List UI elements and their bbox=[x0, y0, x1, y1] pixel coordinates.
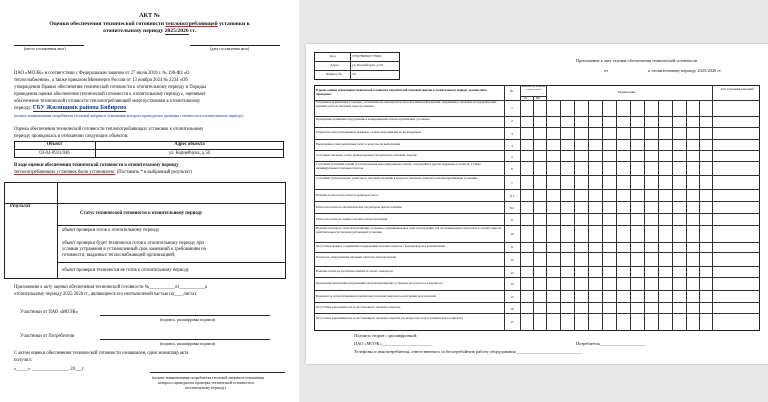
moek-signer-caption: (подпись, расшифровка подписи) bbox=[160, 318, 216, 322]
table-row: Выполнение плана ремонтных работ и качество их выполнения 4 bbox=[314, 140, 760, 151]
act-title: АКТ № bbox=[139, 12, 160, 19]
appendix-page bbox=[306, 44, 768, 364]
table-row: Состояние утепления зданий (за исключением многоквартирных домов), сооружений и других наружных устройств, а также индивидуальных тепловых пунктов 6 bbox=[314, 162, 760, 176]
table-row: Разработка эксплуатационных режимов, а также мероприятий по их внедрению 3 bbox=[314, 128, 760, 140]
table-row: Надежность теплоснабжения потребителей тепловой энергии по категориям потребителей 15 bbox=[314, 291, 760, 303]
signature-consumer: Потребитель_____________________ bbox=[576, 341, 647, 346]
table-row: Наличие паспортов теплопотребляющих установок, принципиальных схем и инструкций для обслуживающего персонала и соответствие их действительности теплопотребляющей установки 10 bbox=[314, 226, 760, 243]
ack-date: «_____» ________________ 20___г. bbox=[14, 367, 85, 372]
objects-col-address: Адрес объекта bbox=[174, 142, 205, 147]
table-row: Работоспособность защиты систем теплопотребления 9 bbox=[314, 214, 760, 226]
place-caption: (место составления акта) bbox=[24, 47, 66, 51]
act-subtitle-2: отопительному периоду 2025/2026 гг. bbox=[103, 28, 196, 34]
objects-line-2: периоду проводилась в отношении следующих объектов: bbox=[14, 134, 129, 139]
table-row: Отсутствие задолженности за поставленную тепловую энергию (по вопросам статуса технической готовности) 17 bbox=[316, 317, 514, 324]
info-code-value: 37587898825735991 bbox=[352, 54, 382, 58]
table-row: Проведение промывки оборудования и коммуникаций теплопотребляющих установок 2 bbox=[314, 117, 760, 128]
col-yes: Да bbox=[524, 96, 528, 100]
table-row: Проведение испытания оборудования теплопотребляющих установок на плотность и прочность 14 bbox=[314, 278, 760, 291]
act-page: АКТ № Оценки обеспечения технической готовности теплопотребляющей установки к отопительному периоду 2025/2026 гг. (место составления акта) (дата составления акта) ПАО «МОЭК» в соответствии с Федеральным законом от 27 июля 2010 г. № 190-ФЗ «О теплоснабжении», а также приказом Минэнерго России от 13 ноября 2024 № 2234 «Об утверждении Правил обеспечения технической готовности к отопительному периоду и Порядка проведения оценки обеспечения технической готовности к отопительному периоду», оценивает обеспечение технической готовности теплопотребляющей энергоустановки к отопительному периоду: ГБУ Жилищник района Бибирево (полное наименование потребителя тепловой энергии в отношении которого проводилась проверка готовности к отопительному периоду) Оценка обеспечения технической готовности теплопотребляющих установок к отопительному периоду проводилась в отношении следующих объектов: Объект Адрес объекта 03-04-0931/046 ул. Корнейчука, д.50 В ходе оценки обеспечения технической готовности к отопительному периоду теплопотребляющих установок было установлено: (Поставить * в выбранный результат) Результат Статус технической готовности к отопительному периоду объект проверки готов к отопительному периоду объект проверки будет технически готов к отопительному периоду при условии устранения в установленный срок замечаний к требованиям по готовности, выданных теплоснабжающей организацией; объект проверки технически не готов к отопительному периоду Приложение к акту оценки обеспечения технической готовности №___________от___________к отопительному периоду 2025/2026 гг., являющееся его неотъемлемой частью на____листах Участники от ПАО «МОЭК» (подпись, расшифровка подписи) Участники от Потребителя (подпись, расшифровка подписи) С актом оценки обеспечения технической готовности ознакомлен, один экземпляр акта получил: «_____» ________________ 20___г. (полное наименование потребителя тепловой энергии в отношении которого проводилась проверка технической готовности к отопительному периоду) bbox=[0, 0, 299, 402]
info-code-label: Код bbox=[330, 54, 336, 58]
appendix-line-1: Приложение к акту оценки обеспечения технической готовности №___________от___________к bbox=[14, 285, 208, 290]
check-line-1: В ходе оценки обеспечения технической готовности к отопительному периоду bbox=[14, 163, 179, 168]
object-address: ул. Корнейчука, д.50 bbox=[168, 151, 211, 156]
result-option-ready: объект проверки готов к отопительному периоду bbox=[62, 228, 160, 233]
signatures-title: Подписи сторон с расшифровкой: bbox=[354, 333, 418, 338]
result-label: Результат bbox=[10, 204, 31, 209]
table-row: Устранение выявленных в порядке, установленном законодательством Российской Федерации, нарушений в тепловых и гидравлических режимах работы тепловых энергоустановок 1 bbox=[314, 100, 760, 117]
check-line-2: теплопотребляющих установок было установлено: (Поставить * в выбранный результат) bbox=[14, 170, 192, 175]
signature-phone: Телефоны и имя потребителя, ответственного за бесперебойную работу оборудования ______________________________ bbox=[354, 349, 583, 354]
objects-line-1: Оценка обеспечения технической готовности теплопотребляющих установок к отопительному bbox=[14, 127, 204, 132]
info-address-value: ул. Корнейчука, д.50 bbox=[352, 63, 383, 67]
info-branch-value: 18 bbox=[352, 72, 356, 76]
table-row: Наличие и работоспособность приборов учета; 8.1 bbox=[314, 190, 760, 202]
signature-moek: ПАО «МОЭК»_______________________ bbox=[354, 341, 433, 346]
table-row: Наличие пломб на расчетных шайбах и соплах элеваторов 13 bbox=[314, 267, 760, 278]
moek-signer-label: Участники от ПАО «МОЭК» bbox=[20, 310, 78, 315]
result-option-not-ready: объект проверки технически не готов к отопительному периоду bbox=[62, 268, 190, 273]
table-row: Работоспособность автоматических регуляторов при их наличии 8.2 bbox=[314, 202, 760, 214]
consumer-name: ГБУ Жилищник района Бибирево bbox=[32, 105, 127, 111]
table-row: Плотность оборудования тепловых пунктов (теплоносителя) 12 bbox=[314, 253, 760, 267]
date-caption: (дата составления акта) bbox=[210, 47, 250, 51]
consumer-signer-caption: (подпись, расшифровка подписи) bbox=[160, 342, 216, 346]
col-no: Нет bbox=[536, 96, 541, 100]
col-deadline: Дата устранения замечаний bbox=[720, 88, 754, 91]
table-row: Состояние тепловых сетей, принадлежащих потребителю тепловой энергии 5 bbox=[314, 151, 760, 162]
appendix-title: Приложение к акту оценки обеспечения технической готовности bbox=[576, 58, 698, 63]
ack-line-1: С актом оценки обеспечения технической готовности ознакомлен, один экземпляр акта bbox=[14, 351, 189, 356]
consumer-caption: (полное наименование потребителя тепловой энергии в отношении которого проводилась проверка готовности к отопительному периоду) bbox=[14, 114, 244, 118]
consumer-signer-label: Участники от Потребителя bbox=[20, 334, 75, 339]
table-row: Состояние трубопроводов, арматуры и тепловой изоляции в пределах тепловых пунктов и теплопотребляющей установки 7 bbox=[314, 176, 760, 190]
result-heading: Статус технической готовности к отопительному периоду bbox=[80, 211, 203, 216]
col-requirements: В целях оценки обеспечения технической готовности потребителей тепловой энергии к отопительному периоду должны быть проведены: bbox=[316, 88, 487, 96]
table-row: Отсутствие задолженности за поставленную тепловую энергию 16 bbox=[314, 303, 760, 314]
appendix-title-2: от к отопительному периоду 2025/2026 гг. bbox=[604, 68, 722, 73]
info-address-label: Адрес bbox=[330, 63, 340, 67]
objects-col-object: Объект bbox=[46, 142, 63, 147]
object-code: 03-04-0931/046 bbox=[39, 151, 70, 156]
period-line: периоду: ГБУ Жилищник района Бибирево bbox=[14, 105, 127, 111]
act-subtitle: Оценки обеспечения технической готовности теплопотребляющей установки к bbox=[49, 21, 250, 27]
appendix-line-2: отопительному периоду 2025/2026 гг., являющееся его неотъемлемой частью на____листах bbox=[14, 292, 197, 297]
col-num: № bbox=[510, 89, 514, 93]
info-branch-label: Филиал № bbox=[326, 72, 342, 76]
ack-line-2: получил: bbox=[14, 358, 32, 363]
col-notes: Примечание bbox=[618, 90, 636, 94]
col-done: Выполнение (отметка о выполнении) bbox=[521, 85, 546, 91]
table-row: Отсутствие прямых соединений оборудования тепловых пунктов с водопроводом и канализацией 11 bbox=[314, 243, 760, 253]
